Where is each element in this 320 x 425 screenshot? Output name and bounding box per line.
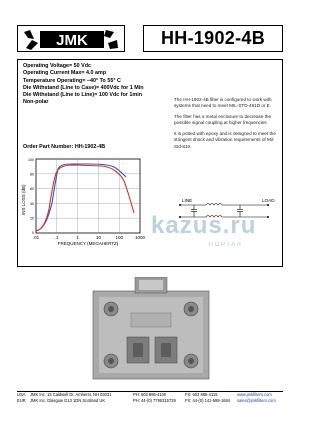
chart-y-tick: 80 — [30, 172, 34, 177]
spec-item: Operating Current Max= 4.0 amp — [23, 70, 107, 77]
spec-item: Temperature Operating= −40° To 55° C — [23, 77, 121, 84]
footer-fax: FX: 44-(0) 141-599-1684 — [185, 398, 231, 403]
order-part-number: Order Part Number: HH-1902-4B — [23, 144, 106, 150]
description-para: It is potted with epoxy and is designed to meet the stringent shock and vibration requirements of Mil-Std-810. — [174, 131, 276, 149]
datasheet-page — [17, 25, 283, 415]
title-box — [143, 25, 283, 52]
logo-box — [17, 25, 125, 52]
footer-country: USA — [17, 392, 26, 397]
schematic-line-label: LINE — [182, 198, 193, 203]
chart-y-tick: 60 — [30, 187, 34, 192]
chart-x-tick: 1000 — [134, 235, 146, 240]
logo-text: JMK — [56, 32, 88, 49]
spec-list — [23, 63, 144, 107]
spec-item: Operating Voltage= 50 Vdc — [23, 63, 92, 69]
spec-item: Non-polar — [23, 99, 49, 106]
watermark — [151, 212, 281, 252]
footer-address: JMK Inc. 15 Caldwell Dr. Amherst, NH 03031 — [30, 392, 112, 397]
chart-x-tick: .01 — [32, 235, 40, 240]
description-para: The filter has a metal enclosure to decrease the possible signal coupling at higher frequencies — [174, 114, 272, 126]
footer-phone: PH: 603 886-4100 — [133, 392, 167, 397]
chart-x-tick: 100 — [115, 235, 123, 240]
chart-x-tick: 1 — [76, 235, 79, 240]
chart-x-tick: 10 — [95, 235, 101, 240]
insertion-loss-chart — [18, 157, 148, 267]
chart-y-tick: 40 — [30, 201, 34, 206]
spec-item: Die Withstand (Line to Line)= 100 Vdc for 1min — [23, 92, 143, 99]
chart-y-tick: 0 — [32, 231, 34, 235]
footer-country: EUR — [17, 398, 26, 403]
footer-email-link[interactable]: sales@jmkfilters.com — [237, 398, 276, 403]
product-photo — [87, 277, 215, 385]
watermark-main: kazus.ru — [151, 212, 257, 239]
chart-x-tick: .1 — [54, 235, 59, 240]
spec-panel — [17, 59, 283, 267]
spec-item: Die Withstand (Line to Case)= 400Vdc for 1 Min — [23, 84, 144, 91]
company-logo — [18, 26, 126, 53]
footer-fax: FX: 603 886-4115 — [185, 392, 218, 397]
part-number-title: HH-1902-4B — [160, 28, 266, 48]
contact-footer — [17, 391, 283, 415]
description-para: The HH-1902-4B filter is configured to work with systems that need to meet MIL-STD-461D or E. — [174, 97, 272, 109]
footer-phone: PH: 44-(0) 7795315729 — [133, 398, 176, 403]
chart-x-axis-label: FREQUENCY (MEGAHERTZ) — [57, 241, 119, 246]
chart-y-tick: 100 — [28, 158, 34, 162]
watermark-sub: ПОРТАЛ — [209, 242, 243, 248]
footer-website-link[interactable]: www.jmkfilters.com — [237, 392, 272, 397]
footer-row-eur — [17, 398, 283, 404]
description — [174, 97, 280, 155]
schematic-load-label: LOAD — [262, 198, 275, 203]
footer-address: JMK Inc. Glasgow G13 1DN Scotland UK — [30, 398, 106, 403]
chart-y-tick: 20 — [30, 216, 34, 221]
chart-y-axis-label: INS LOSS (dB) — [21, 184, 26, 215]
